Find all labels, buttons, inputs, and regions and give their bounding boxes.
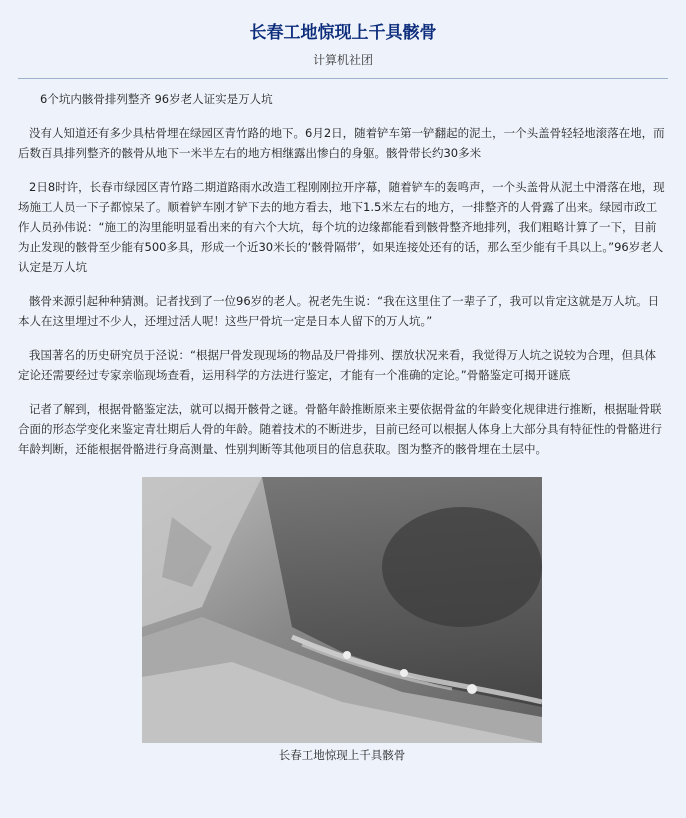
article-paragraph-4: 我国著名的历史研究员于泾说：“根据尸骨发现现场的物品及尸骨排列、摆放状况来看，我觉得万人坑之说较为合理，但具体定论还需要经过专家亲临现场查看，运用科学的方法进行鉴定，才能有一个准确的定论。”骨骼鉴定可揭开谜底 — [18, 348, 656, 382]
article-paragraph-3: 骸骨来源引起种种猜测。记者找到了一位96岁的老人。祝老先生说：“我在这里住了一辈子了，我可以肯定这就是万人坑。日本人在这里埋过不少人，还埋过活人呢！这些尸骨坑一定是日本人留下的万人坑。” — [18, 294, 660, 328]
article-author: 计算机社团 — [312, 53, 373, 67]
article-paragraph-5: 记者了解到，根据骨骼鉴定法，就可以揭开骸骨之谜。骨骼年龄推断原来主要依据骨盆的年龄变化规律进行推断，根据耻骨联合面的形态学变化来鉴定青壮期后人骨的年龄。随着技术的不断进步，目前已经可以根据人体身上大部分具有特征性的骨骼进行年龄判断，还能根据骨骼进行身高测量、性别判断等其他项目的信息获取。图为整齐的骸骨埋在土层中。 — [18, 402, 662, 456]
title-divider — [18, 78, 668, 79]
article-paragraph-1: 没有人知道还有多少具枯骨埋在绿园区青竹路的地下。6月2日，随着铲车第一铲翻起的泥土，一个头盖骨轻轻地滚落在地，而后数百具排列整齐的骸骨从地下一米半左右的地方相继露出惨白的身躯。骸骨带长约30多米 — [18, 126, 665, 160]
article-figure — [18, 477, 666, 763]
excavation-photo — [142, 477, 542, 743]
article-title: 长春工地惊现上千具骸骨 — [249, 23, 437, 43]
article-subheadline: 6个坑内骸骨排列整齐 96岁老人证实是万人坑 — [40, 92, 273, 106]
article-body — [0, 89, 686, 763]
figure-caption: 长春工地惊现上千具骸骨 — [278, 748, 406, 762]
article-paragraph-2: 2日8时许，长春市绿园区青竹路二期道路雨水改造工程刚刚拉开序幕，随着铲车的轰鸣声，一个头盖骨从泥土中滑落在地，现场施工人员一下子都惊呆了。顺着铲车刚才铲下去的地方看去，地下1.5米左右的地方，一排整齐的人骨露了出来。绿园市政工作人员孙伟说：“施工的沟里能明显看出来的有六个大坑，每个坑的边缘都能看到骸骨整齐地排列，我们粗略计算了一下，目前为止发现的骸骨至少能有500多具，形成一个近30米长的‘骸骨隔带’，如果连接处还有的话，那么至少能有千具以上。”96岁老人认定是万人坑 — [18, 180, 665, 274]
